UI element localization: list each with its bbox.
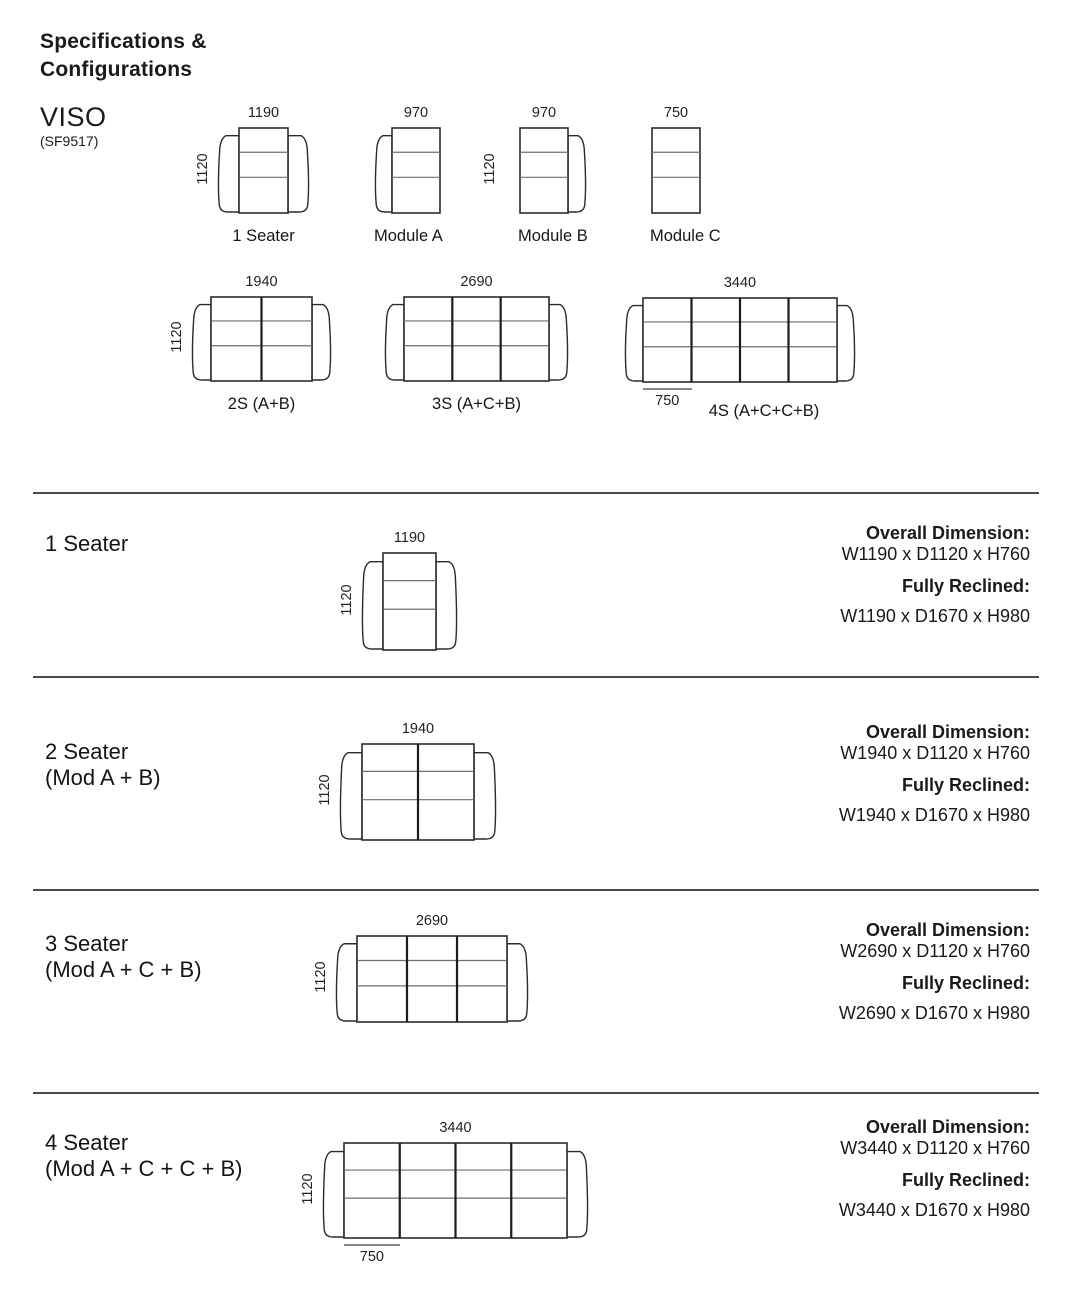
diagram-caption: Module B [518,227,588,245]
depth-dimension-label: 1120 [317,774,333,806]
diagram-module-a [374,105,443,245]
overall-dimension-label: Overall Dimension: [865,1117,1030,1137]
fully-reclined-value: W1940 x D1670 x H980 [838,805,1030,825]
diagram-4s-combo [624,275,856,420]
overall-dimension-value: W1190 x D1120 x H760 [841,544,1030,564]
section-divider [33,889,1039,891]
product-name: VISO [40,102,107,132]
seat-width-dimension: 750 [344,1244,400,1265]
depth-dimension-label: 1120 [482,152,498,185]
section-subtitle-text: (Mod A + B) [45,765,161,790]
section-title-1-seater: 1 Seater [45,531,129,556]
section-divider [33,676,1039,678]
width-dimension-label: 3440 [439,1120,472,1136]
fully-reclined-value: W2690 x D1670 x H980 [838,1003,1030,1023]
overall-dimension-label: Overall Dimension: [865,722,1030,742]
diagram-caption: 3S (A+C+B) [432,395,521,413]
sofa-top-view-drawing [322,1141,589,1240]
diagram-caption: Module C [650,227,721,245]
diagram-caption: Module A [374,227,443,245]
overall-dimension-value: W3440 x D1120 x H760 [840,1138,1030,1158]
width-dimension-label: 2690 [415,913,449,929]
depth-dimension-label: 1120 [195,152,211,185]
section-subtitle-text: (Mod A + C + B) [45,957,202,982]
diagram-4-seater-detail [300,1120,589,1265]
diagram-1-seater-overview [195,105,310,245]
diagram-module-b [482,105,588,245]
sofa-top-view-drawing [650,126,702,215]
diagram-module-c [650,105,721,245]
overall-dimension-label: Overall Dimension: [865,523,1030,543]
seat-width-dimension: 750 [643,388,692,409]
fully-reclined-value: W3440 x D1670 x H980 [838,1200,1030,1220]
depth-dimension-label: 1120 [313,961,329,993]
depth-dimension-label: 1120 [169,321,185,353]
sofa-top-view-drawing [335,934,529,1024]
sofa-top-view-drawing [624,296,856,384]
sofa-top-view-drawing [217,126,310,215]
spec-block-3-seater [839,920,1030,1024]
overall-dimension-value: W1940 x D1120 x H760 [840,743,1030,763]
fully-reclined-label: Fully Reclined: [901,576,1030,596]
fully-reclined-label: Fully Reclined: [901,973,1030,993]
spec-block-1-seater [840,523,1030,627]
diagram-1-seater-detail [339,530,458,652]
diagram-2s-combo [169,274,332,413]
section-title-3-seater [45,931,202,983]
width-dimension-label: 750 [663,105,689,121]
overall-dimension-value: W2690 x D1120 x H760 [840,941,1030,961]
section-divider [33,492,1039,494]
width-dimension-label: 1940 [401,721,435,737]
diagram-caption: 2S (A+B) [227,395,296,413]
fully-reclined-label: Fully Reclined: [901,1170,1030,1190]
section-title-text: 4 Seater [45,1130,129,1155]
sofa-top-view-drawing [518,126,587,215]
width-dimension-label: 970 [403,105,429,121]
depth-dimension-label: 1120 [300,1172,316,1205]
section-title-4-seater [45,1130,242,1182]
sofa-top-view-drawing [361,551,458,652]
product-code: (SF9517) [40,133,99,149]
sofa-top-view-drawing [374,126,442,215]
width-dimension-label: 1190 [393,530,426,546]
section-title-text: 2 Seater [45,739,129,764]
sofa-top-view-drawing [384,295,569,383]
section-subtitle-text: (Mod A + C + C + B) [45,1156,243,1181]
diagram-caption: 1 Seater [232,227,295,245]
width-dimension-label: 2690 [460,274,493,290]
spec-block-4-seater [839,1117,1030,1221]
width-dimension-label: 1940 [245,274,278,290]
sofa-top-view-drawing [339,742,497,842]
spec-block-2-seater [839,722,1030,826]
width-dimension-label: 3440 [723,275,757,291]
width-dimension-label: 1190 [247,105,280,121]
section-title-2-seater [45,739,161,791]
depth-dimension-label: 1120 [339,583,355,616]
fully-reclined-value: W1190 x D1670 x H980 [840,606,1030,626]
fully-reclined-label: Fully Reclined: [901,775,1030,795]
page-title-line1: Specifications & [40,30,207,53]
diagram-caption: 4S (A+C+C+B) [708,402,820,420]
page-title-line2: Configurations [40,58,193,81]
diagram-3-seater-detail [313,913,529,1024]
page-title [40,28,207,84]
section-title-text: 3 Seater [45,931,129,956]
width-dimension-label: 970 [531,105,557,121]
diagram-2-seater-detail [317,721,497,842]
diagram-3s-combo [384,274,569,413]
overall-dimension-label: Overall Dimension: [865,920,1030,940]
section-divider [33,1092,1039,1094]
sofa-top-view-drawing [191,295,332,383]
